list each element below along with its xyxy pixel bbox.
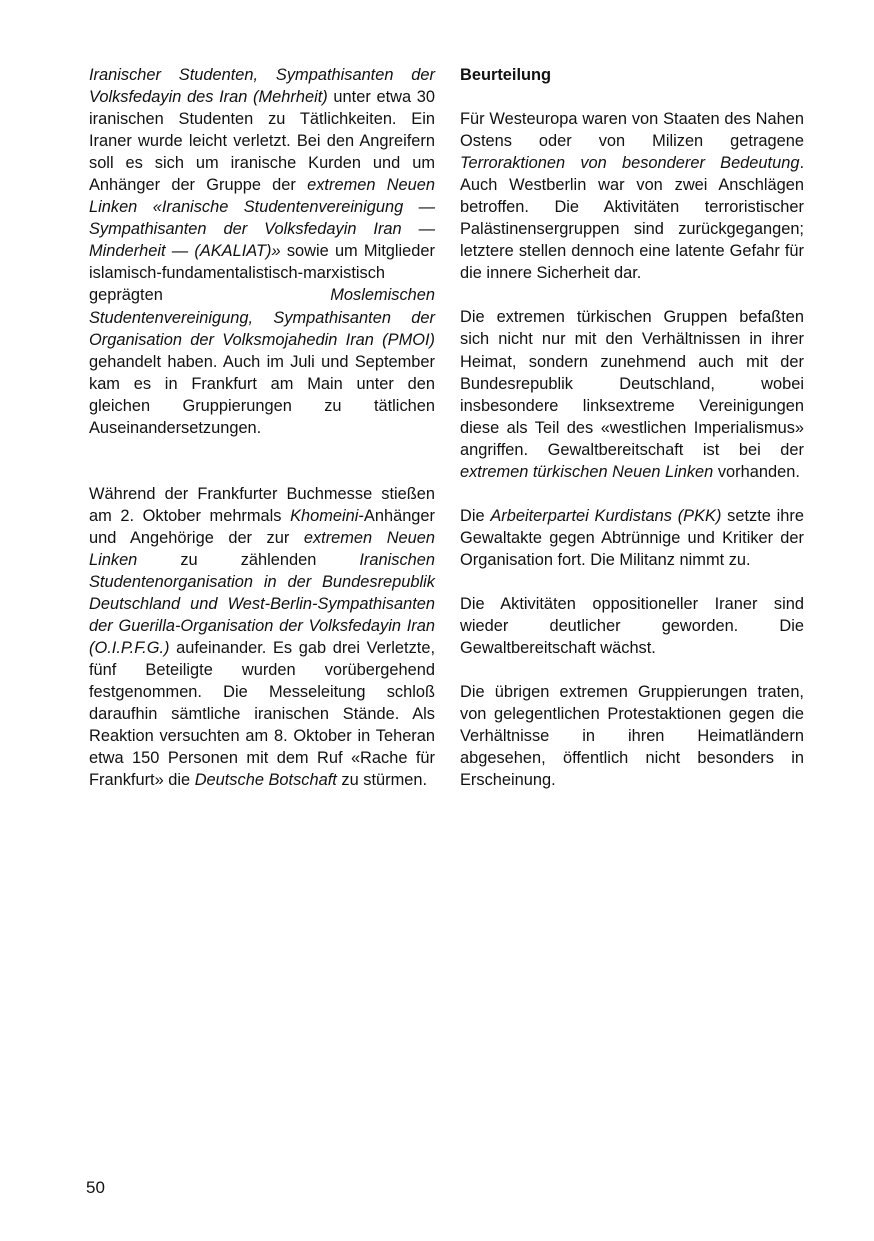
text-run: Die übrigen extremen Gruppierungen traten, von gelegentlichen Protestaktionen gegen die Verhältnisse in ihren Heimatländern abgesehen, öffentlich nicht besonders in Erscheinung. bbox=[460, 683, 804, 790]
right-paragraph-4 bbox=[460, 593, 804, 659]
italic-text-run: Arbeiterpartei Kurdistans (PKK) bbox=[490, 506, 722, 525]
italic-text-run: Iranischer Studenten, Sympathisanten der Volksfedayin des Iran (Mehrheit) bbox=[89, 66, 435, 107]
italic-text-run: Moslemischen Studentenvereinigung, Sympathisanten der Organisation der Volksmojahedin Iran (PMOI) bbox=[89, 286, 435, 349]
paragraph-gap bbox=[460, 86, 804, 108]
text-run: Während der Frankfurter Buchmesse stießen am 2. Oktober mehrmals bbox=[89, 484, 435, 525]
italic-text-run: extremen Neuen Linken «Iranische Studentenvereinigung — Sympathisanten der Volksfedayin Iran — Minderheit — (AKALIAT)» bbox=[89, 176, 435, 261]
left-paragraph-2 bbox=[89, 483, 435, 792]
text-run: -Anhänger und Angehörige der zur bbox=[89, 506, 435, 547]
page-number: 50 bbox=[86, 1178, 105, 1197]
paragraph-gap bbox=[460, 483, 804, 505]
text-run: sowie um Mitglieder islamisch-fundamentalistisch-marxistisch geprägten bbox=[89, 242, 435, 305]
left-paragraph-1 bbox=[89, 64, 435, 439]
text-run: unter etwa 30 iranischen Studenten zu Tätlichkeiten. Ein Iraner wurde leicht verletzt. Bei den Angreifern soll es sich um iranische Kurden und um Anhänger der Gruppe der bbox=[89, 88, 435, 195]
paragraph-gap bbox=[460, 659, 804, 681]
text-run: . Auch Westberlin war von zwei Anschlägen betroffen. Die Aktivitäten terroristischer Palästinensergruppen sind zurückgegangen; letztere stellen dennoch eine latente Gefahr für die innere Sicherheit dar. bbox=[460, 154, 804, 283]
paragraph-gap bbox=[460, 284, 804, 306]
right-paragraph-3 bbox=[460, 505, 804, 571]
paragraph-gap bbox=[89, 439, 435, 483]
left-column bbox=[89, 64, 435, 791]
text-run: Die bbox=[460, 506, 491, 525]
text-run: Die extremen türkischen Gruppen befaßten sich nicht nur mit den Verhältnissen in ihrer Heimat, sondern zunehmend auch mit der Bundesrepublik Deutschland, wobei insbesondere linksextreme Vereinigungen diese als Teil des «westlichen Imperialismus» angriffen. Gewaltbereitschaft ist bei der bbox=[460, 308, 804, 459]
text-run: Für Westeuropa waren von Staaten des Nahen Ostens oder von Milizen getragene bbox=[460, 110, 804, 151]
paragraph-gap bbox=[460, 571, 804, 593]
text-run: Die Aktivitäten oppositioneller Iraner sind wieder deutlicher geworden. Die Gewaltbereitschaft wächst. bbox=[460, 594, 804, 658]
italic-text-run: Iranischen Studentenorganisation in der Bundesrepublik Deutschland und West-Berlin-Sympathisanten der Guerilla-Organisation der Volksfedayin Iran (O.I.P.F.G.) bbox=[89, 550, 435, 658]
right-paragraph-5 bbox=[460, 681, 804, 791]
italic-text-run: Terroraktionen von besonderer Bedeutung bbox=[460, 154, 800, 173]
italic-text-run: Deutsche Botschaft bbox=[194, 771, 337, 790]
right-paragraph-2 bbox=[460, 306, 804, 482]
text-run: zu stürmen. bbox=[336, 771, 428, 790]
text-run: zu zählenden bbox=[137, 550, 360, 569]
text-run: gehandelt haben. Auch im Juli und September kam es in Frankfurt am Main unter den gleichen Gruppierungen zu tätlichen Auseinandersetzungen. bbox=[89, 352, 435, 437]
text-run: setzte ihre Gewaltakte gegen Abtrünnige und Kritiker der Organisation fort. Die Militanz nimmt zu. bbox=[460, 506, 804, 569]
right-paragraph-1 bbox=[460, 108, 804, 284]
italic-text-run: extremen Neuen Linken bbox=[89, 528, 435, 569]
section-heading: Beurteilung bbox=[460, 66, 552, 84]
right-column bbox=[460, 64, 804, 791]
text-run: vorhanden. bbox=[713, 462, 800, 481]
text-run: aufeinander. Es gab drei Verletzte, fünf Beteiligte wurden vorübergehend festgenommen. Die Messeleitung schloß daraufhin sämtliche iranischen Stände. Als Reaktion versuchten am 8. Oktober in Teheran etwa 150 Personen mit dem Ruf «Rache für Frankfurt» die bbox=[89, 639, 435, 790]
italic-text-run: Khomeini bbox=[290, 506, 359, 525]
italic-text-run: extremen türkischen Neuen Linken bbox=[460, 462, 714, 481]
